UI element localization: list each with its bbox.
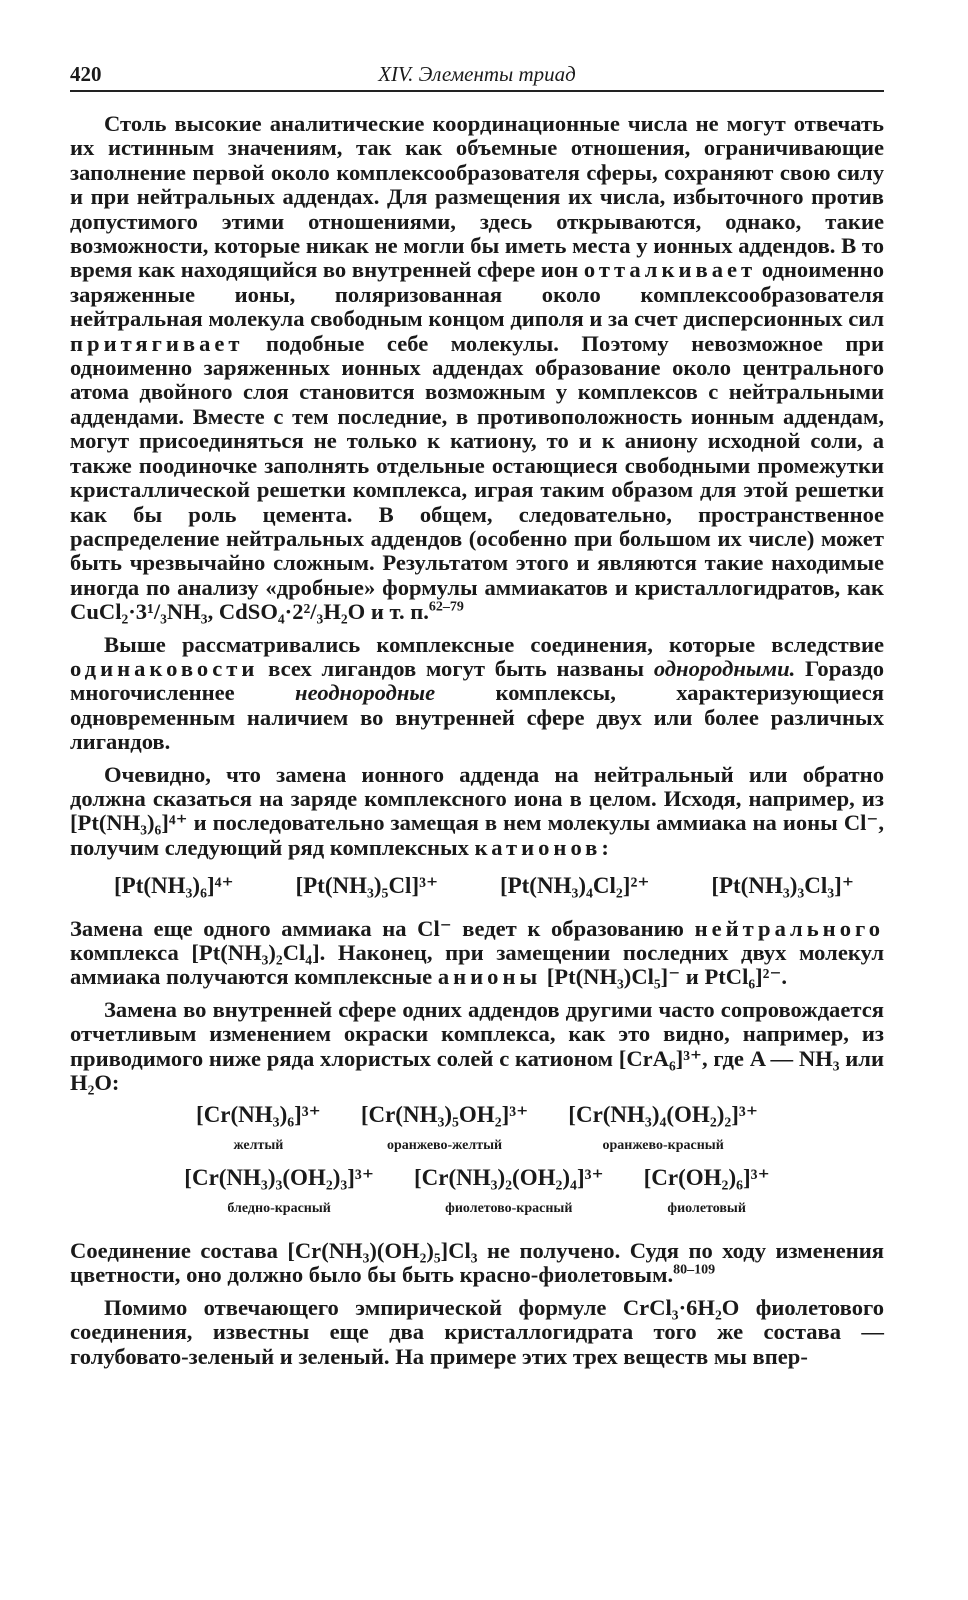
running-title: XIV. Элементы триад xyxy=(378,62,576,86)
cr-color-caption: желтый xyxy=(233,1137,284,1153)
cr-series-row-1 xyxy=(70,1103,884,1166)
p1-spaced-1: отталкивает xyxy=(583,257,757,283)
cr-complex xyxy=(414,1166,604,1229)
cr-formula: [Cr(NH₃)₅OH₂]³⁺ xyxy=(360,1102,529,1128)
p3-text-b: : xyxy=(601,834,609,860)
p4-spaced-2: анионы xyxy=(437,964,542,990)
cr-formula: [Cr(NH₃)₄(OH₂)₂]³⁺ xyxy=(568,1102,758,1128)
cr-complex xyxy=(196,1103,321,1166)
cr-color-caption: бледно-красный xyxy=(227,1200,331,1216)
page-number: 420 xyxy=(70,62,102,86)
page-body xyxy=(70,112,884,1369)
p1-text-a: Столь высокие аналитические координационные числа не могут отвечать их истинным значениям, так как объемные отношения, ограничивающие заполнение первой около комплексообразователя сферы, сохраняют свою силу и при нейтральных аддендах. Для размещения их числа, избыточного против допустимого этими отношениями, здесь открываются, однако, такие возможности, которые никак не могли бы иметь места у ионных аддендов. В то время как находящийся во внутренней сфере ион xyxy=(70,111,884,283)
cr-formula: [Cr(NH₃)₂(OH₂)₄]³⁺ xyxy=(413,1165,604,1191)
p6-reference: 80–109 xyxy=(673,1262,716,1278)
p2-spaced: одинаковости xyxy=(70,655,259,681)
cr-formula: [Cr(OH₂)₆]³⁺ xyxy=(643,1165,770,1191)
pt-formula: [Pt(NH₃)₄Cl₂]²⁺ xyxy=(499,873,650,899)
p2-italic-1: однородными. xyxy=(653,655,796,681)
cr-color-caption: оранжево-желтый xyxy=(387,1137,503,1153)
paragraph-3 xyxy=(70,763,884,861)
paragraph-4 xyxy=(70,917,884,990)
pt-cation-series xyxy=(70,868,884,916)
cr-color-caption: фиолетово-красный xyxy=(445,1200,573,1216)
p2-text-c: Гораздо многочисленнее xyxy=(70,655,884,706)
p2-italic-2: неоднородные xyxy=(295,680,436,706)
cr-series-row-2 xyxy=(70,1166,884,1229)
cr-color-caption: оранжево-красный xyxy=(602,1137,724,1153)
pt-formula: [Pt(NH₃)₃Cl₃]⁺ xyxy=(711,873,854,899)
p4-text-b: комплекса [Pt(NH₃)₂Cl₄]. Наконец, при замещении последних двух молекул аммиака получаются комплексные xyxy=(70,940,884,990)
cr-color-caption: фиолетовый xyxy=(667,1200,746,1216)
paragraph-5: Замена во внутренней сфере одних аддендов другими часто сопровождается отчетливым изменением окраски комплекса, как это видно, например, из приводимого ниже ряда хлористых солей с катионом [CrA₆]³⁺, где A — NH₃ или H₂O: xyxy=(70,996,884,1096)
paragraph-2 xyxy=(70,633,884,755)
p4-text-a: Замена еще одного аммиака на Cl⁻ ведет к образованию xyxy=(70,915,695,941)
cr-complex xyxy=(568,1103,758,1166)
pt-formula: [Pt(NH₃)₅Cl]³⁺ xyxy=(295,873,439,899)
cr-formula: [Cr(NH₃)₆]³⁺ xyxy=(196,1102,321,1128)
cr-complex xyxy=(184,1166,374,1229)
p3-text-a: Очевидно, что замена ионного адденда на нейтральный или обратно должна сказаться на заряде комплексного иона в целом. Исходя, например, из [Pt(NH₃)₆]⁴⁺ и последовательно замещая в нем молекулы аммиака на ионы Cl⁻, получим следующий ряд комплексных xyxy=(70,761,884,860)
paragraph-1 xyxy=(70,112,884,625)
cr-color-series xyxy=(70,1103,884,1229)
paragraph-6 xyxy=(70,1239,884,1288)
cr-complex xyxy=(644,1166,770,1229)
cr-complex xyxy=(361,1103,528,1166)
p1-text-c: подобные себе молекулы. Поэтому невозможное при одноименно заряженных ионных аддендах образование около центрального атома двойного слоя становится возможным у комплексов с нейтральными аддендами. Вместе с тем последние, в противоположность ионным аддендам, могут присоединяться не только к катиону, то и к аниону исходной соли, а также поодиночке заполнять отдельные остающиеся свободными промежутки кристаллической решетки комплекса, играя таким образом для этой решетки как бы роль цемента. В общем, следовательно, пространственное распределение нейтральных аддендов (особенно при большом их числе) может быть чрезвычайно сложным. Результатом этого и являются такие находимые иногда по анализу «дробные» формулы аммиакатов и кристаллогидратов, как CuCl₂·3¹/₃NH₃, CdSO₄·2²/₃H₂O и т. п. xyxy=(70,330,884,625)
p3-spaced: катионов xyxy=(474,834,602,860)
p1-reference: 62–79 xyxy=(428,599,464,615)
cr-formula: [Cr(NH₃)₃(OH₂)₃]³⁺ xyxy=(184,1165,374,1191)
p2-text-b: всех лигандов могут быть названы xyxy=(258,655,654,681)
paragraph-7: Помимо отвечающего эмпирической формуле CrCl₃·6H₂O фиолетового соединения, известны еще два кристаллогидрата того же состава — голубовато-зеленый и зеленый. На примере этих трех веществ мы впер- xyxy=(70,1294,884,1369)
p1-text-b: одноименно заряженные ионы, поляризованная около комплексообразователя нейтральная молекула свободным концом диполя и за счет дисперсионных сил xyxy=(70,257,885,332)
p4-text-c: [Pt(NH₃)Cl₅]⁻ и PtCl₆]²⁻. xyxy=(541,964,788,990)
p1-spaced-2: притягивает xyxy=(70,330,244,356)
p4-spaced-1: нейтрального xyxy=(694,915,884,941)
page-header xyxy=(70,60,884,92)
p2-text-d: комплексы, характеризующиеся одновременным наличием во внутренней сфере двух или более различных лигандов. xyxy=(70,680,884,755)
pt-formula: [Pt(NH₃)₆]⁴⁺ xyxy=(114,873,234,899)
p6-text: Соединение состава [Cr(NH₃)(OH₂)₅]Cl₃ не получено. Судя по ходу изменения цветности, оно должно было бы быть красно-фиолетовым. xyxy=(70,1238,884,1288)
p2-text-a: Выше рассматривались комплексные соединения, которые вследствие xyxy=(104,631,884,657)
